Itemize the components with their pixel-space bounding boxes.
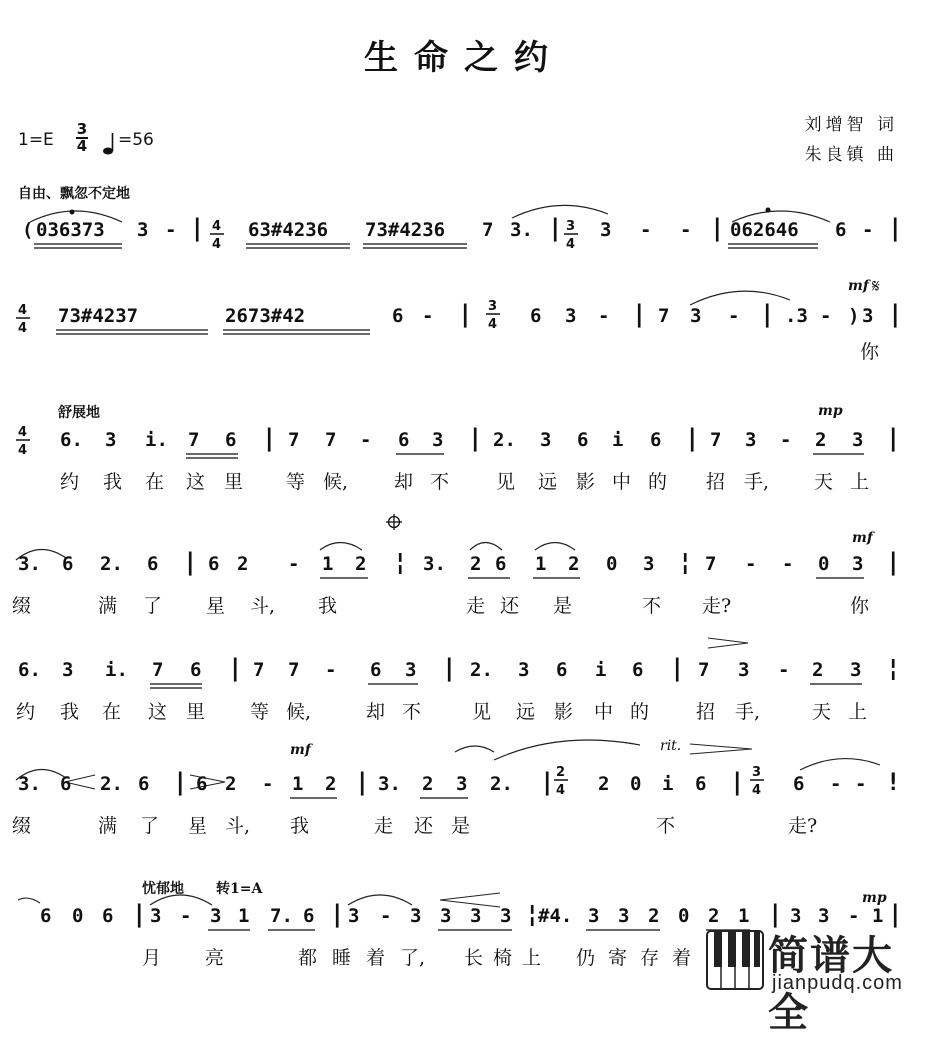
note-token: 2 <box>648 905 660 927</box>
bar-line: | <box>458 300 473 328</box>
lyric-char: 不 <box>656 815 676 837</box>
note-token: 7 <box>705 553 717 575</box>
note-token: 3 <box>643 553 655 575</box>
note-token: 6 <box>40 905 52 927</box>
note-token: 7 <box>253 659 265 681</box>
lyric-char: 见 <box>496 471 516 493</box>
lyric-char: 里 <box>186 701 206 723</box>
svg-text:4: 4 <box>556 783 566 798</box>
note-token: 6 <box>392 305 404 327</box>
fermata-dot <box>766 208 771 213</box>
note-token: ( <box>22 219 34 241</box>
lyric-char: 椅 <box>493 947 513 969</box>
svg-text:4: 4 <box>18 321 28 336</box>
note-token: 7 <box>658 305 670 327</box>
intro-expression: 自由、飘忽不定地 <box>18 186 130 202</box>
dynamic-mark: mf <box>852 530 873 546</box>
svg-text:4: 4 <box>18 303 28 318</box>
note-token: 3 <box>470 905 482 927</box>
lyric-char: 在 <box>102 701 122 723</box>
lyric-char: 了, <box>400 947 426 969</box>
svg-text:3: 3 <box>488 299 498 314</box>
slur <box>470 543 502 551</box>
note-token: - <box>598 305 610 327</box>
note-token: 2. <box>100 773 123 795</box>
lyric-char: 斗, <box>250 595 276 617</box>
lyric-char: 是 <box>451 815 471 837</box>
lyricist-credit: 刘增智 词 <box>804 115 898 135</box>
lyric-char: 不 <box>402 701 422 723</box>
bar-line: | <box>888 300 903 328</box>
lyric-char: 远 <box>516 701 536 723</box>
note-token: 6 <box>303 905 315 927</box>
lyric-char: 我 <box>103 471 123 493</box>
note-token: - <box>325 659 337 681</box>
lyric-char: 却 <box>366 701 386 723</box>
note-token: - <box>288 553 300 575</box>
bar-line: | <box>685 424 700 452</box>
note-token: 036373 <box>36 219 105 241</box>
song-title: 生命之约 <box>364 38 564 78</box>
note-token: - <box>830 773 842 795</box>
lyric-char: 缀 <box>12 595 32 617</box>
note-token: 2 <box>568 553 580 575</box>
note-token: 6 <box>530 305 542 327</box>
lyric-char: 手, <box>735 701 761 723</box>
note-token: 6 <box>102 905 114 927</box>
note-token: 1 <box>872 905 884 927</box>
lyric-char: 天 <box>814 471 834 493</box>
dynamic-mark: mf <box>290 742 311 758</box>
note-token: 3 <box>565 305 577 327</box>
lyric-char: 影 <box>576 471 596 493</box>
note-token: 7 <box>710 429 722 451</box>
lyric-char: 见 <box>472 701 492 723</box>
note-token: 2 <box>225 773 237 795</box>
note-token: - <box>360 429 372 451</box>
note-token: 2 <box>598 773 610 795</box>
note-token: 6 <box>695 773 707 795</box>
lyric-char: 这 <box>148 701 168 723</box>
modulation-marking: 转1=A <box>216 881 263 897</box>
lyric-char: 约 <box>60 471 80 493</box>
slur <box>18 898 40 903</box>
note-token: 6 <box>398 429 410 451</box>
note-token: 3 <box>440 905 452 927</box>
lyric-char: 星 <box>206 595 226 617</box>
lyric-char: 了 <box>143 595 163 617</box>
svg-text:4: 4 <box>566 237 576 252</box>
note-token: 2 <box>815 429 827 451</box>
lyric-char: 约 <box>16 701 36 723</box>
segno-icon: 𝄋 <box>872 276 880 297</box>
bar-line: | <box>632 300 647 328</box>
lyric-char: 候, <box>323 471 349 493</box>
note-token: 3 <box>600 219 612 241</box>
note-token: 6 <box>60 773 72 795</box>
lyric-char: 影 <box>554 701 574 723</box>
note-token: 7 <box>188 429 200 451</box>
lyric-char: 缀 <box>12 815 32 837</box>
lyric-char: 候, <box>286 701 312 723</box>
lyric-char: 斗, <box>225 815 251 837</box>
fermata-dot <box>70 210 75 215</box>
lyric-char: 了 <box>140 815 160 837</box>
note-token: - <box>180 905 192 927</box>
note-token: 3 <box>456 773 468 795</box>
note-token: 3 <box>405 659 417 681</box>
note-token: .3 <box>785 305 808 327</box>
bar-line: | <box>710 214 725 242</box>
note-token: 7 <box>698 659 710 681</box>
lyric-char: 都 <box>298 947 318 969</box>
note-token: 3 <box>150 905 162 927</box>
note-token: 1 <box>238 905 250 927</box>
bar-line: | <box>730 768 745 796</box>
note-token: 0 <box>818 553 830 575</box>
bar-line: | <box>886 424 901 452</box>
lyric-char: 招 <box>706 471 726 493</box>
note-token: 3 <box>852 553 864 575</box>
lyric-char: 天 <box>812 701 832 723</box>
note-token: 3 <box>137 219 149 241</box>
lyric-char: 不 <box>642 595 662 617</box>
slur <box>535 543 575 551</box>
note-token: 3 <box>790 905 802 927</box>
lyric-char: 中 <box>594 701 614 723</box>
note-token: 6 <box>208 553 220 575</box>
bar-line: | <box>442 654 457 682</box>
lyric-char: 走? <box>702 595 732 617</box>
bar-line: | <box>468 424 483 452</box>
note-token: 3 <box>410 905 422 927</box>
lyric-char: 寄 <box>608 947 628 969</box>
lyric-char: 是 <box>553 595 573 617</box>
note-token: - <box>780 429 792 451</box>
note-token: - <box>778 659 790 681</box>
composer-credit: 朱良镇 曲 <box>804 145 898 165</box>
note-token: 2673#42 <box>225 305 306 327</box>
slur <box>320 543 362 551</box>
bar-line: | <box>888 900 903 928</box>
note-token: 2 <box>812 659 824 681</box>
note-token: 3. <box>18 773 41 795</box>
lyric-char: 在 <box>145 471 165 493</box>
lyric-char: 你 <box>850 595 870 617</box>
note-token: - <box>380 905 392 927</box>
note-token: - <box>680 219 692 241</box>
lyric-char: 里 <box>224 471 244 493</box>
note-token: 6 <box>147 553 159 575</box>
lyric-char: 睡 <box>332 947 352 969</box>
note-token: 3 <box>850 659 862 681</box>
note-token: ) <box>848 305 860 327</box>
lyric-char: 着 <box>672 947 692 969</box>
note-token: 7 <box>288 429 300 451</box>
slur <box>800 759 880 770</box>
lyric-char: 走? <box>788 815 818 837</box>
bar-line: | <box>888 214 903 242</box>
svg-text:4: 4 <box>212 219 222 234</box>
note-token: - <box>262 773 274 795</box>
note-token: 3 <box>818 905 830 927</box>
note-token: 6 <box>650 429 662 451</box>
lyric-char: 着 <box>366 947 386 969</box>
note-token: 3 <box>500 905 512 927</box>
coda-expression: 忧郁地 <box>142 881 184 897</box>
accent-hairpin <box>708 638 748 648</box>
lyric-char: 上 <box>522 947 542 969</box>
note-token: 2 <box>708 905 720 927</box>
note-token: 6 <box>225 429 237 451</box>
note-token: 6 <box>62 553 74 575</box>
lyric-char: 上 <box>848 701 868 723</box>
svg-text:4: 4 <box>488 317 498 332</box>
note-token: 73#4236 <box>365 219 446 241</box>
dynamic-mark: mf <box>848 278 869 294</box>
bar-line: | <box>190 214 205 242</box>
bar-line: | <box>768 900 783 928</box>
svg-text:2: 2 <box>556 765 566 780</box>
note-token: i <box>662 773 674 795</box>
note-token: 3 <box>618 905 630 927</box>
bar-line: ! <box>886 768 901 796</box>
note-token: 6 <box>556 659 568 681</box>
lyric-char: 手, <box>744 471 770 493</box>
note-token: 6 <box>138 773 150 795</box>
time-signature-bottom: 4 <box>76 137 88 155</box>
svg-text:4: 4 <box>212 237 222 252</box>
note-token: 1 <box>292 773 304 795</box>
bar-line: ¦ <box>886 654 901 682</box>
lyric-char: 上 <box>850 471 870 493</box>
dynamic-mark: mp <box>862 890 887 906</box>
bar-line: | <box>760 300 775 328</box>
note-token: 7 <box>288 659 300 681</box>
note-token: 6 <box>632 659 644 681</box>
note-token: 0 <box>630 773 642 795</box>
lyric-char: 走 <box>374 815 394 837</box>
note-token: - <box>640 219 652 241</box>
ritardando-mark: rit. <box>660 738 682 754</box>
note-token: i <box>595 659 607 681</box>
lyric-char: 你 <box>860 341 880 363</box>
lyric-char: 我 <box>318 595 338 617</box>
bar-line: | <box>540 768 555 796</box>
slur <box>690 291 790 305</box>
site-watermark <box>706 924 928 1036</box>
note-token: - <box>820 305 832 327</box>
slur <box>455 746 494 752</box>
bar-line: | <box>330 900 345 928</box>
note-token: 0 <box>72 905 84 927</box>
note-token: 0 <box>606 553 618 575</box>
note-token: 3. <box>18 553 41 575</box>
time-signature-top: 3 <box>76 120 88 138</box>
note-token: 6. <box>18 659 41 681</box>
note-token: 2. <box>470 659 493 681</box>
note-token: 6 <box>196 773 208 795</box>
note-token: 3 <box>862 305 874 327</box>
svg-text:4: 4 <box>18 443 28 458</box>
note-token: 2. <box>493 429 516 451</box>
lyric-char: 的 <box>630 701 650 723</box>
note-token: 3. <box>510 219 533 241</box>
note-token: - <box>745 553 757 575</box>
note-token: 7 <box>152 659 164 681</box>
slur <box>150 895 212 905</box>
note-token: 3 <box>210 905 222 927</box>
decrescendo-hairpin <box>690 744 752 754</box>
bar-line: ¦ <box>525 900 540 928</box>
note-token: 3 <box>348 905 360 927</box>
bar-line: | <box>262 424 277 452</box>
note-token: 3 <box>518 659 530 681</box>
bar-line: | <box>183 548 198 576</box>
lyric-char: 还 <box>500 595 520 617</box>
dynamic-mark: mp <box>818 403 843 419</box>
watermark-cn: 简谱大全 <box>768 933 894 1036</box>
note-token: 7 <box>325 429 337 451</box>
note-token: 6 <box>793 773 805 795</box>
note-token: 6 <box>370 659 382 681</box>
key-signature: 1=E <box>18 130 54 150</box>
bar-line: | <box>670 654 685 682</box>
note-token: 6 <box>577 429 589 451</box>
lyric-char: 亮 <box>205 947 225 969</box>
note-token: 3 <box>745 429 757 451</box>
note-token: i. <box>105 659 128 681</box>
note-token: 1 <box>738 905 750 927</box>
lyric-char: 星 <box>188 815 208 837</box>
note-token: - <box>165 219 177 241</box>
note-token: 6 <box>835 219 847 241</box>
note-token: 2 <box>355 553 367 575</box>
svg-text:3: 3 <box>752 765 762 780</box>
svg-text:4: 4 <box>752 783 762 798</box>
bar-line: | <box>886 548 901 576</box>
note-token: 3 <box>432 429 444 451</box>
bar-line: | <box>132 900 147 928</box>
note-token: 7. <box>270 905 293 927</box>
lyric-char: 远 <box>538 471 558 493</box>
note-token: 2 <box>422 773 434 795</box>
bar-line: ¦ <box>393 548 408 576</box>
note-token: - <box>848 905 860 927</box>
note-token: i. <box>145 429 168 451</box>
note-token: 6 <box>190 659 202 681</box>
lyric-char: 月 <box>142 947 162 969</box>
note-token: 2. <box>100 553 123 575</box>
watermark-en: jianpudq.com <box>772 972 903 994</box>
verse-expression: 舒展地 <box>58 405 100 421</box>
lyric-char: 还 <box>414 815 434 837</box>
note-token: 3 <box>690 305 702 327</box>
lyric-char: 等 <box>250 701 270 723</box>
tempo-marking: =56 <box>118 130 154 150</box>
lyric-char: 等 <box>286 471 306 493</box>
note-token: 6 <box>495 553 507 575</box>
lyric-char: 的 <box>648 471 668 493</box>
note-token: 1 <box>322 553 334 575</box>
note-token: 1 <box>535 553 547 575</box>
note-token: 3 <box>738 659 750 681</box>
lyric-char: 仍 <box>576 947 596 969</box>
bar-line: | <box>173 768 188 796</box>
note-token: 062646 <box>730 219 799 241</box>
bar-line: | <box>548 214 563 242</box>
bar-line: | <box>228 654 243 682</box>
lyric-char: 满 <box>98 595 118 617</box>
note-token: 63#4236 <box>248 219 329 241</box>
lyric-char: 我 <box>290 815 310 837</box>
piano-keys-icon <box>706 930 764 990</box>
lyric-char: 却 <box>394 471 414 493</box>
note-token: 2 <box>325 773 337 795</box>
lyric-char: 满 <box>98 815 118 837</box>
note-token: i <box>612 429 624 451</box>
note-token: 6. <box>60 429 83 451</box>
lyric-char: 我 <box>60 701 80 723</box>
note-token: 0 <box>678 905 690 927</box>
lyric-char: 招 <box>696 701 716 723</box>
note-token: - <box>862 219 874 241</box>
bar-line: ¦ <box>678 548 693 576</box>
slur <box>494 740 640 760</box>
lyric-char: 长 <box>464 947 484 969</box>
note-token: 3 <box>105 429 117 451</box>
note-token: 3 <box>540 429 552 451</box>
bar-line: | <box>355 768 370 796</box>
note-token: 3. <box>423 553 446 575</box>
note-token: 2. <box>490 773 513 795</box>
note-token: 3. <box>378 773 401 795</box>
note-token: 3 <box>852 429 864 451</box>
note-token: 3 <box>588 905 600 927</box>
lyric-char: 走 <box>466 595 486 617</box>
note-token: - <box>782 553 794 575</box>
lyric-char: 存 <box>640 947 660 969</box>
note-token: - <box>855 773 867 795</box>
note-token: - <box>422 305 434 327</box>
note-token: #4. <box>538 905 573 927</box>
slur <box>348 895 412 905</box>
lyric-char: 这 <box>186 471 206 493</box>
note-token: 73#4237 <box>58 305 139 327</box>
note-token: 7 <box>482 219 494 241</box>
note-token: 2 <box>237 553 249 575</box>
svg-text:3: 3 <box>566 219 576 234</box>
lyric-char: 中 <box>612 471 632 493</box>
note-token: 2 <box>470 553 482 575</box>
svg-text:4: 4 <box>18 425 28 440</box>
note-token: 3 <box>62 659 74 681</box>
lyric-char: 不 <box>430 471 450 493</box>
note-token: - <box>728 305 740 327</box>
